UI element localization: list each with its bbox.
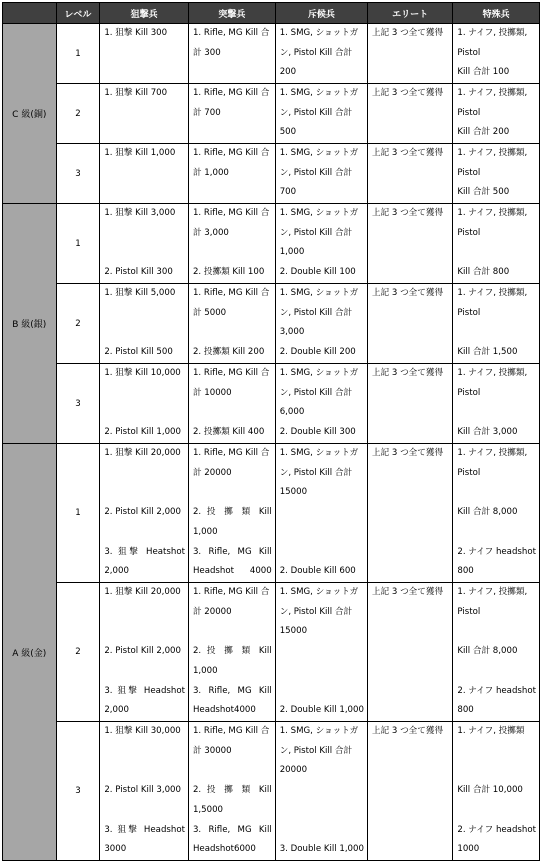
cell-spacer [189, 761, 275, 781]
requirement-line: 計 1,000 [189, 164, 275, 184]
requirement-content [100, 444, 188, 582]
requirement-content [368, 284, 452, 363]
requirement-content [189, 444, 275, 582]
requirement-line: 1. SMG, ショットガ [276, 583, 367, 603]
requirement-line: 1. ナイフ, 投擲類, [453, 284, 539, 304]
requirement-line: 1,000 [189, 523, 275, 543]
grade-label: C 級(銅) [3, 24, 57, 204]
requirement-content [189, 284, 275, 363]
requirement-line: 1. 狙撃 Kill 300 [100, 24, 188, 44]
requirement-line: 1. 狙撃 Kill 10,000 [100, 364, 188, 384]
requirement-line: 1. Rifle, MG Kill 合 [189, 84, 275, 104]
requirement-line: Pistol [453, 603, 539, 623]
requirement-line: 1. SMG, ショットガ [276, 204, 367, 224]
requirement-line: 1. Rifle, MG Kill 合 [189, 722, 275, 742]
requirement-line: 3. Rifle, MG Kill [189, 821, 275, 841]
requirement-line: 上記 3 つ全て獲得 [368, 24, 452, 44]
grade-label: A 級(金) [3, 444, 57, 861]
requirement-line: 1. ナイフ, 投擲類, [453, 444, 539, 464]
table-row [3, 722, 540, 861]
table-row [3, 24, 540, 84]
requirement-line: 3. Rifle, MG Kill [189, 682, 275, 702]
header-assault: 突撃兵 [188, 3, 275, 24]
header-scout: 斥候兵 [275, 3, 367, 24]
requirement-line: 上記 3 つ全て獲得 [368, 144, 452, 164]
requirement-content [100, 144, 188, 203]
requirement-line: ン, Pistol Kill 合計 [276, 304, 367, 324]
requirement-line: 1. Rifle, MG Kill 合 [189, 444, 275, 464]
cell-spacer [453, 483, 539, 503]
requirement-cell-scout [275, 284, 367, 364]
requirement-cell-scout [275, 84, 367, 144]
requirement-line: Pistol [453, 44, 539, 64]
requirement-line: Kill 合計 8,000 [453, 642, 539, 662]
requirement-cell-scout [275, 24, 367, 84]
header-special: 特殊兵 [453, 3, 540, 24]
requirement-content [276, 364, 367, 443]
requirement-content [368, 84, 452, 143]
requirement-line: 2. Pistol Kill 300 [100, 263, 188, 283]
cell-spacer [276, 503, 367, 562]
table-row [3, 144, 540, 204]
table-row [3, 284, 540, 364]
requirement-content [100, 364, 188, 443]
requirement-content [368, 583, 452, 721]
requirement-line: 2. ナイフ headshot [453, 543, 539, 563]
requirement-content [368, 24, 452, 83]
requirement-line: 700 [276, 183, 367, 203]
requirement-line: 1. ナイフ, 投擲類 [453, 722, 539, 742]
requirement-cell-special [453, 24, 540, 84]
level-cell: 3 [56, 144, 100, 204]
requirement-line: Pistol [453, 304, 539, 324]
requirement-line: Pistol [453, 224, 539, 244]
requirement-line: 2. 投擲類 Kill 200 [189, 343, 275, 363]
cell-spacer [189, 323, 275, 343]
requirement-cell-elite [367, 444, 452, 583]
requirement-line: Headshot 4000 [189, 562, 275, 582]
requirement-cell-assault [188, 84, 275, 144]
table-row [3, 444, 540, 583]
requirement-cell-elite [367, 364, 452, 444]
requirement-line: ン, Pistol Kill 合計 [276, 164, 367, 184]
requirement-line: 3,000 [276, 323, 367, 343]
requirement-line: 2,000 [100, 701, 188, 721]
header-elite: エリート [367, 3, 452, 24]
requirement-cell-special [453, 444, 540, 583]
header-row [3, 3, 540, 24]
cell-spacer [100, 603, 188, 643]
requirement-content [453, 444, 539, 582]
requirement-line: ン, Pistol Kill 合計 [276, 384, 367, 404]
requirement-line: 1. Rifle, MG Kill 合 [189, 284, 275, 304]
requirement-line: 1. Rifle, MG Kill 合 [189, 364, 275, 384]
table-row [3, 84, 540, 144]
requirement-line: Pistol [453, 164, 539, 184]
requirement-content [189, 583, 275, 721]
requirement-line: 計 30000 [189, 742, 275, 762]
requirement-line: 1. SMG, ショットガ [276, 284, 367, 304]
requirement-line: 1. Rifle, MG Kill 合 [189, 24, 275, 44]
cell-spacer [100, 384, 188, 424]
requirement-content [368, 364, 452, 443]
level-cell: 3 [56, 722, 100, 861]
requirement-line: 1. 狙撃 Kill 30,000 [100, 722, 188, 742]
requirement-line: 15000 [276, 483, 367, 503]
requirement-content [453, 24, 539, 83]
requirement-cell-sniper [100, 84, 189, 144]
requirement-cell-sniper [100, 144, 189, 204]
requirement-cell-scout [275, 364, 367, 444]
level-cell: 1 [56, 204, 100, 284]
cell-spacer [276, 781, 367, 840]
requirement-line: Headshot6000 [189, 840, 275, 860]
header-sniper: 狙撃兵 [100, 3, 189, 24]
requirement-line: 1. SMG, ショットガ [276, 24, 367, 44]
requirement-line: 1. ナイフ, 投擲類, [453, 144, 539, 164]
requirement-content [453, 364, 539, 443]
requirement-line [100, 662, 188, 682]
requirement-line: 2. Pistol Kill 3,000 [100, 781, 188, 801]
requirement-content [368, 444, 452, 582]
requirement-cell-special [453, 284, 540, 364]
table-row [3, 204, 540, 284]
requirement-line: Pistol [453, 104, 539, 124]
requirement-cell-scout [275, 722, 367, 861]
cell-spacer [276, 642, 367, 701]
requirement-line: 計 300 [189, 44, 275, 64]
requirement-line: 1000 [453, 840, 539, 860]
requirement-cell-elite [367, 24, 452, 84]
level-cell: 1 [56, 444, 100, 583]
requirement-line: 1. SMG, ショットガ [276, 144, 367, 164]
requirement-line: Kill 合計 1,500 [453, 343, 539, 363]
requirement-line: 2. ナイフ headshot [453, 682, 539, 702]
level-cell: 2 [56, 583, 100, 722]
level-cell: 2 [56, 284, 100, 364]
requirement-cell-assault [188, 24, 275, 84]
requirement-line: 上記 3 つ全て獲得 [368, 722, 452, 742]
requirement-content [100, 722, 188, 860]
requirement-line: 200 [276, 63, 367, 83]
cell-spacer [189, 243, 275, 263]
cell-spacer [189, 483, 275, 503]
requirement-line: ン, Pistol Kill 合計 [276, 224, 367, 244]
requirement-line: Pistol [453, 384, 539, 404]
requirement-line: 3. Double Kill 1,000 [276, 840, 367, 860]
requirement-line: 1. 狙撃 Kill 3,000 [100, 204, 188, 224]
requirement-cell-assault [188, 144, 275, 204]
cell-spacer [453, 742, 539, 782]
requirement-line: 1,5000 [189, 801, 275, 821]
requirement-cell-special [453, 583, 540, 722]
requirement-line: 2. 投 擲 類 Kill [189, 503, 275, 523]
requirement-line: 3. 狙撃 Headshot [100, 682, 188, 702]
requirement-line: 800 [453, 562, 539, 582]
requirement-cell-scout [275, 204, 367, 284]
requirement-cell-sniper [100, 722, 189, 861]
requirement-content [276, 583, 367, 721]
requirement-content [276, 284, 367, 363]
requirement-line: 計 700 [189, 104, 275, 124]
requirement-line: 1. ナイフ, 投擲類, [453, 204, 539, 224]
level-cell: 1 [56, 24, 100, 84]
requirement-line: 1. Rifle, MG Kill 合 [189, 204, 275, 224]
cell-spacer [453, 323, 539, 343]
requirement-content [100, 84, 188, 143]
requirement-line: 1. SMG, ショットガ [276, 84, 367, 104]
requirement-line: ン, Pistol Kill 合計 [276, 603, 367, 623]
cell-spacer [100, 742, 188, 782]
requirement-line: ン, Pistol Kill 合計 [276, 104, 367, 124]
requirement-content [453, 144, 539, 203]
grade-label: B 級(銀) [3, 204, 57, 444]
requirement-cell-elite [367, 284, 452, 364]
cell-spacer [100, 464, 188, 504]
level-cell: 3 [56, 364, 100, 444]
requirement-content [453, 204, 539, 283]
requirement-cell-elite [367, 204, 452, 284]
requirement-line: 2. Double Kill 200 [276, 343, 367, 363]
requirement-line: 1. Rifle, MG Kill 合 [189, 583, 275, 603]
requirement-line: ン, Pistol Kill 合計 [276, 44, 367, 64]
requirement-content [189, 24, 275, 83]
requirement-line: 2. ナイフ headshot [453, 821, 539, 841]
requirement-cell-sniper [100, 24, 189, 84]
requirement-line: 1. SMG, ショットガ [276, 722, 367, 742]
requirement-line [453, 523, 539, 543]
requirement-cell-assault [188, 284, 275, 364]
requirement-line: 3. 狙撃 Headshot [100, 821, 188, 841]
requirement-line: 1. 狙撃 Kill 700 [100, 84, 188, 104]
requirement-content [276, 24, 367, 83]
requirement-line: 1. ナイフ, 投擲類, [453, 364, 539, 384]
requirement-line: 1. SMG, ショットガ [276, 444, 367, 464]
requirement-line [453, 801, 539, 821]
requirement-line: Pistol [453, 464, 539, 484]
requirement-line: 計 5000 [189, 304, 275, 324]
requirement-line: 2. 投擲類 Kill 400 [189, 423, 275, 443]
requirement-line: 800 [453, 701, 539, 721]
rank-requirements-table [2, 2, 540, 861]
requirement-line: 上記 3 つ全て獲得 [368, 444, 452, 464]
requirement-line: Kill 合計 3,000 [453, 423, 539, 443]
requirement-line: 2. Pistol Kill 2,000 [100, 503, 188, 523]
requirement-content [276, 204, 367, 283]
cell-spacer [453, 622, 539, 642]
requirement-cell-assault [188, 583, 275, 722]
requirement-content [453, 583, 539, 721]
cell-spacer [453, 243, 539, 263]
requirement-cell-sniper [100, 444, 189, 583]
requirement-line: 計 20000 [189, 603, 275, 623]
requirement-line: 上記 3 つ全て獲得 [368, 284, 452, 304]
requirement-content [368, 204, 452, 283]
header-level: レベル [56, 3, 100, 24]
requirement-cell-special [453, 204, 540, 284]
requirement-cell-scout [275, 144, 367, 204]
requirement-line: Kill 合計 800 [453, 263, 539, 283]
requirement-line: 1. 狙撃 Kill 5,000 [100, 284, 188, 304]
requirement-line: 1. ナイフ, 投擲類, [453, 583, 539, 603]
requirement-cell-elite [367, 144, 452, 204]
requirement-cell-assault [188, 444, 275, 583]
requirement-content [453, 284, 539, 363]
requirement-line: 2. 投 擲 類 Kill [189, 781, 275, 801]
requirement-cell-special [453, 364, 540, 444]
requirement-line: 上記 3 つ全て獲得 [368, 364, 452, 384]
requirement-line: 計 10000 [189, 384, 275, 404]
requirement-cell-scout [275, 583, 367, 722]
requirement-cell-special [453, 722, 540, 861]
requirement-content [100, 24, 188, 83]
requirement-line: 1. Rifle, MG Kill 合 [189, 144, 275, 164]
requirement-line: 2. 投 擲 類 Kill [189, 642, 275, 662]
requirement-line: ン, Pistol Kill 合計 [276, 742, 367, 762]
requirement-line: 1,000 [189, 662, 275, 682]
requirement-cell-assault [188, 204, 275, 284]
requirement-line: 2. Double Kill 600 [276, 562, 367, 582]
requirement-line: Kill 合計 100 [453, 63, 539, 83]
requirement-cell-elite [367, 583, 452, 722]
requirement-content [189, 204, 275, 283]
requirement-line: 上記 3 つ全て獲得 [368, 583, 452, 603]
requirement-line: 上記 3 つ全て獲得 [368, 84, 452, 104]
requirement-line: Kill 合計 10,000 [453, 781, 539, 801]
requirement-line: 2. Double Kill 100 [276, 263, 367, 283]
requirement-line: 500 [276, 123, 367, 143]
requirement-line: 1. ナイフ, 投擲類, [453, 84, 539, 104]
requirement-content [189, 84, 275, 143]
requirement-content [368, 144, 452, 203]
requirement-cell-special [453, 144, 540, 204]
requirement-content [276, 144, 367, 203]
requirement-line: 1. 狙撃 Kill 20,000 [100, 583, 188, 603]
requirement-line: Kill 合計 200 [453, 123, 539, 143]
requirement-line: Headshot4000 [189, 701, 275, 721]
requirement-line: 2. Double Kill 1,000 [276, 701, 367, 721]
requirement-line [453, 662, 539, 682]
requirement-line: 1. ナイフ, 投擲類, [453, 24, 539, 44]
requirement-cell-elite [367, 84, 452, 144]
requirement-content [189, 722, 275, 860]
requirement-line: 15000 [276, 622, 367, 642]
requirement-line: 1. 狙撃 Kill 20,000 [100, 444, 188, 464]
requirement-line: 計 20000 [189, 464, 275, 484]
requirement-line: 2. Pistol Kill 2,000 [100, 642, 188, 662]
cell-spacer [189, 403, 275, 423]
requirement-content [189, 144, 275, 203]
requirement-cell-sniper [100, 204, 189, 284]
requirement-cell-assault [188, 722, 275, 861]
requirement-cell-scout [275, 444, 367, 583]
requirement-line: 3. Rifle, MG Kill [189, 543, 275, 563]
requirement-line [100, 523, 188, 543]
header-grade [3, 3, 57, 24]
requirement-content [100, 583, 188, 721]
requirement-line: ン, Pistol Kill 合計 [276, 464, 367, 484]
level-cell: 2 [56, 84, 100, 144]
requirement-cell-assault [188, 364, 275, 444]
requirement-line: 20000 [276, 761, 367, 781]
requirement-cell-sniper [100, 364, 189, 444]
requirement-content [276, 444, 367, 582]
requirement-content [100, 284, 188, 363]
requirement-line: 2. Double Kill 300 [276, 423, 367, 443]
requirement-line: 上記 3 つ全て獲得 [368, 204, 452, 224]
table-row [3, 583, 540, 722]
requirement-content [276, 722, 367, 860]
requirement-content [276, 84, 367, 143]
requirement-line: 2. Pistol Kill 500 [100, 343, 188, 363]
requirement-line: 2. Pistol Kill 1,000 [100, 423, 188, 443]
cell-spacer [100, 304, 188, 344]
requirement-cell-sniper [100, 583, 189, 722]
requirement-cell-special [453, 84, 540, 144]
cell-spacer [189, 622, 275, 642]
rank-table-container [2, 2, 540, 861]
requirement-line: 3. 狙撃 Heatshot [100, 543, 188, 563]
requirement-line: 2. 投擲類 Kill 100 [189, 263, 275, 283]
requirement-content [453, 84, 539, 143]
requirement-line: 1. SMG, ショットガ [276, 364, 367, 384]
requirement-content [453, 722, 539, 860]
requirement-line: Kill 合計 500 [453, 183, 539, 203]
requirement-cell-elite [367, 722, 452, 861]
requirement-line: Kill 合計 8,000 [453, 503, 539, 523]
requirement-cell-sniper [100, 284, 189, 364]
table-row [3, 364, 540, 444]
requirement-content [368, 722, 452, 860]
requirement-line: 1. 狙撃 Kill 1,000 [100, 144, 188, 164]
requirement-line: 計 3,000 [189, 224, 275, 244]
cell-spacer [100, 224, 188, 264]
cell-spacer [453, 403, 539, 423]
requirement-content [189, 364, 275, 443]
requirement-line: 1,000 [276, 243, 367, 263]
requirement-line: 2,000 [100, 562, 188, 582]
requirement-line: 3000 [100, 840, 188, 860]
requirement-line [100, 801, 188, 821]
requirement-line: 6,000 [276, 403, 367, 423]
requirement-content [100, 204, 188, 283]
